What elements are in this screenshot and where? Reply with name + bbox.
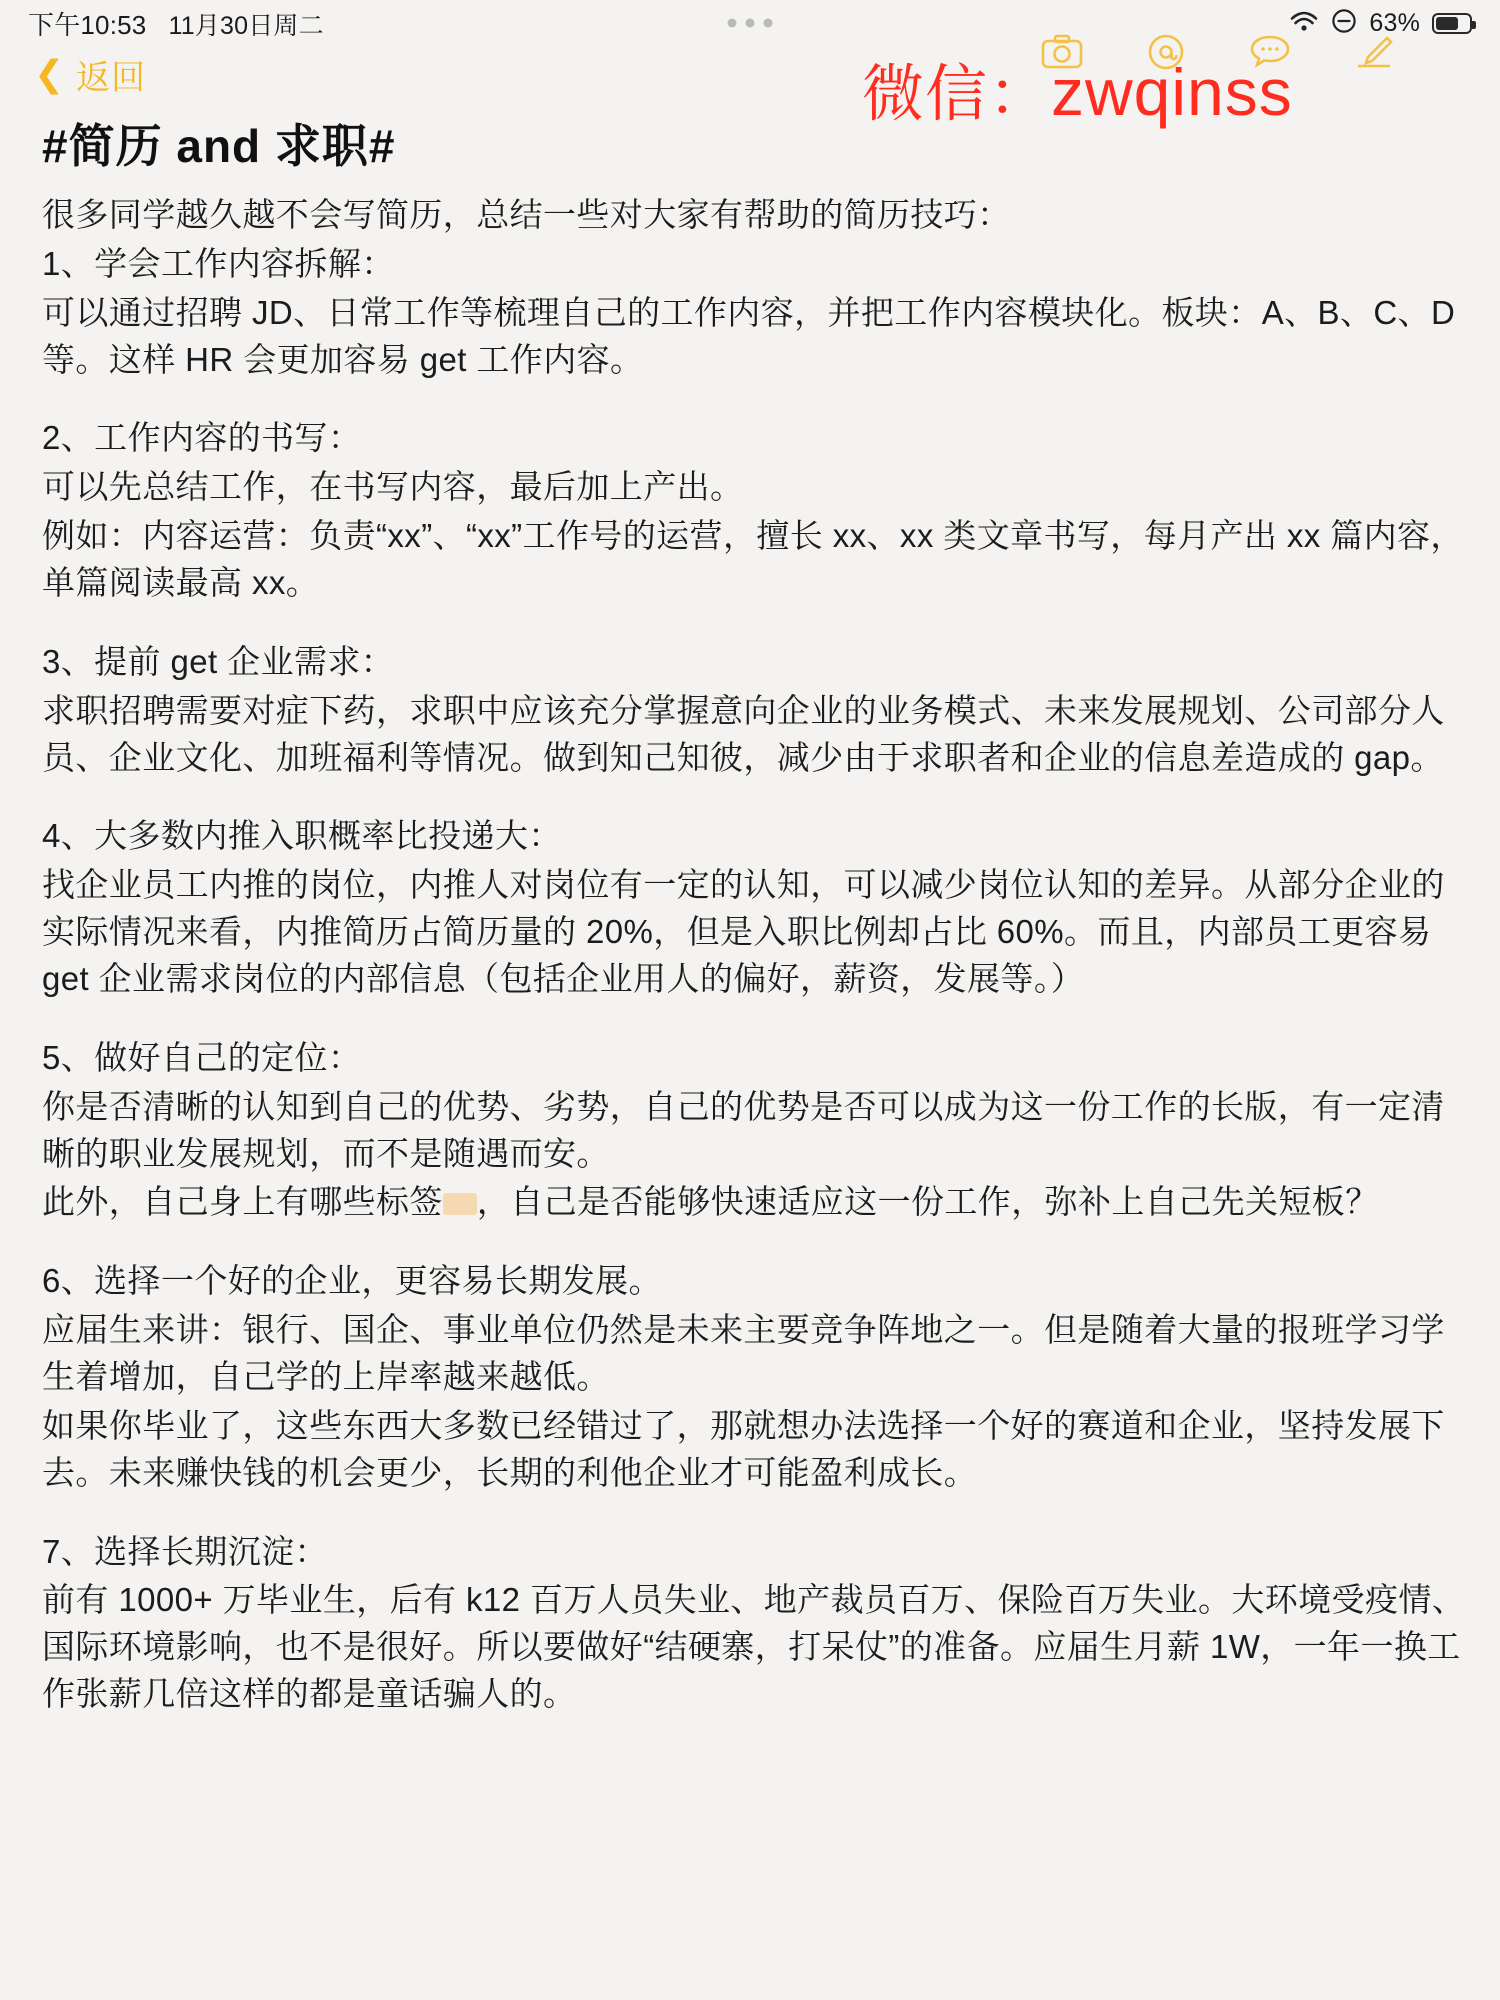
- back-button[interactable]: [0, 46, 1500, 102]
- note-paragraph: 7、选择长期沉淀：: [42, 1532, 328, 1570]
- note-paragraph: 如果你毕业了，这些东西大多数已经错过了，那就想办法选择一个好的赛道和企业，坚持发展下去。未来赚快钱的机会更少，长期的利他企业才可能盈利成长。: [42, 1406, 1445, 1491]
- paragraph-spacer: [34, 1228, 1470, 1258]
- wifi-icon: [1289, 9, 1319, 37]
- watermark-id: zwqinss: [1051, 55, 1293, 129]
- paragraph-spacer: [34, 1005, 1470, 1035]
- status-date: 11月30日周二: [168, 11, 324, 40]
- note-paragraph-list: [34, 192, 1470, 1718]
- paragraph-spacer: [34, 385, 1470, 415]
- battery-icon: [1432, 13, 1472, 34]
- page-title: #简历 and 求职#: [42, 120, 396, 172]
- status-bar-right: [1289, 8, 1472, 38]
- paragraph-spacer: [34, 1499, 1470, 1529]
- paragraph-spacer: [34, 783, 1470, 813]
- note-paragraph: 求职招聘需要对症下药，求职中应该充分掌握意向企业的业务模式、未来发展规划、公司部分人员、企业文化、加班福利等情况。做到知己知彼，减少由于求职者和企业的信息差造成的 gap。: [42, 691, 1445, 776]
- note-paragraph: 此外，自己身上有哪些标签 ，自己是否能够快速适应这一份工作，弥补上自己先关短板？: [42, 1183, 1379, 1221]
- note-paragraph: 6、选择一个好的企业，更容易长期发展。: [42, 1262, 662, 1300]
- note-paragraph: 前有 1000+ 万毕业生，后有 k12 百万人员失业、地产裁员百万、保险百万失业。大环境受疫情、国际环境影响，也不是很好。所以要做好“结硬寨，打呆仗”的准备。应届生月薪 1W，一年一换工作张薪几倍这样的都是童话骗人的。: [42, 1581, 1466, 1713]
- three-dots-icon: [728, 19, 773, 28]
- note-content: [0, 102, 1500, 1718]
- do-not-disturb-icon: [1331, 8, 1357, 38]
- note-paragraph: 1、学会工作内容拆解：: [42, 244, 395, 282]
- redaction-highlight: [443, 1193, 477, 1215]
- back-button-label: 返回: [76, 58, 147, 97]
- battery-percent: 63%: [1369, 8, 1420, 37]
- note-paragraph: 可以通过招聘 JD、日常工作等梳理自己的工作内容，并把工作内容模块化。板块：A、B、C、D 等。这样 HR 会更加容易 get 工作内容。: [42, 293, 1465, 378]
- note-paragraph: 3、提前 get 企业需求：: [42, 642, 395, 680]
- note-paragraph: 应届生来讲：银行、国企、事业单位仍然是未来主要竞争阵地之一。但是随着大量的报班学习学生着增加，自己学的上岸率越来越低。: [42, 1311, 1445, 1396]
- note-paragraph: 例如：内容运营：负责“xx”、“xx”工作号的运营，擅长 xx、xx 类文章书写，每月产出 xx 篇内容，单篇阅读最高 xx。: [42, 517, 1464, 602]
- status-time: 下午10:53: [28, 9, 147, 40]
- chevron-left-icon: ❮: [34, 53, 65, 94]
- status-bar-left: [28, 5, 324, 42]
- note-paragraph: 你是否清晰的认知到自己的优势、劣势，自己的优势是否可以成为这一份工作的长版，有一定清晰的职业发展规划，而不是随遇而安。: [42, 1087, 1445, 1172]
- note-paragraph: 4、大多数内推入职概率比投递大：: [42, 817, 562, 855]
- paragraph-spacer: [34, 609, 1470, 639]
- status-bar: [0, 0, 1500, 46]
- note-paragraph: 很多同学越久越不会写简历，总结一些对大家有帮助的简历技巧：: [42, 196, 1011, 233]
- note-paragraph: 可以先总结工作，在书写内容，最后加上产出。: [42, 468, 744, 506]
- note-paragraph: 2、工作内容的书写：: [42, 419, 362, 457]
- note-paragraph: 找企业员工内推的岗位，内推人对岗位有一定的认知，可以减少岗位认知的差异。从部分企业的实际情况来看，内推简历占简历量的 20%，但是入职比例却占比 60%。而且，内部员工更容易 get 企业需求岗位的内部信息（包括企业用人的偏好，薪资，发展等。）: [42, 866, 1445, 998]
- note-paragraph: 5、做好自己的定位：: [42, 1038, 362, 1076]
- watermark-prefix: 微信：: [862, 57, 1052, 130]
